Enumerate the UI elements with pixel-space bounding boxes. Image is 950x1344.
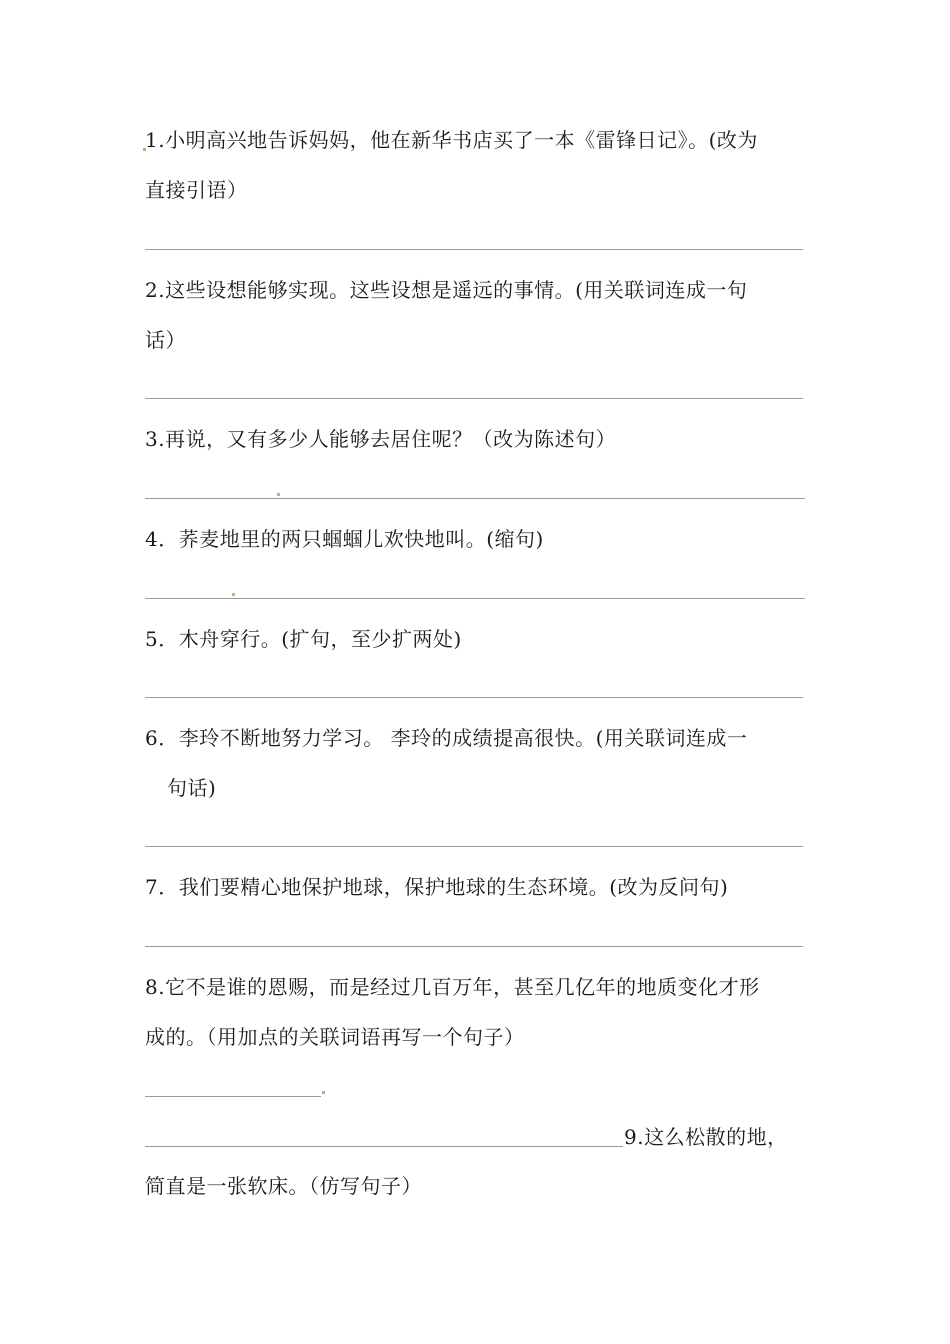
- scan-dot: [277, 493, 280, 496]
- question-2-line-1: 2.这些设想能够实现。这些设想是遥远的事情。(用关联词连成一句: [145, 278, 748, 302]
- answer-line-8[interactable]: [145, 1096, 321, 1097]
- scan-dot: [322, 1091, 325, 1094]
- question-9-line-2: 简直是一张软床。（仿写句子）: [145, 1174, 422, 1198]
- scan-dot: [232, 593, 235, 596]
- answer-line-5[interactable]: [145, 697, 803, 698]
- answer-line-6[interactable]: [145, 846, 803, 847]
- question-3-line-1: 3.再说，又有多少人能够去居住呢？（改为陈述句）: [145, 427, 617, 451]
- answer-line-1[interactable]: [145, 249, 803, 250]
- question-1-line-2: 直接引语）: [145, 178, 248, 202]
- answer-line-8-continued[interactable]: [145, 1146, 623, 1147]
- answer-line-3[interactable]: [145, 498, 805, 499]
- question-1-line-1: 1.小明高兴地告诉妈妈，他在新华书店买了一本《雷锋日记》。(改为: [145, 128, 758, 152]
- question-9-line-1: 9.这么松散的地，: [624, 1125, 788, 1149]
- question-4-line-1: 4．荞麦地里的两只蝈蝈儿欢快地叫。(缩句): [145, 527, 544, 551]
- question-2-line-2: 话）: [145, 328, 186, 352]
- question-6-line-1: 6．李玲不断地努力学习。 李玲的成绩提高很快。(用关联词连成一: [145, 726, 748, 750]
- question-5-line-1: 5．木舟穿行。(扩句，至少扩两处): [145, 627, 462, 651]
- question-7-line-1: 7．我们要精心地保护地球，保护地球的生态环境。(改为反问句): [145, 875, 729, 899]
- question-6-line-2: 句话): [167, 776, 217, 800]
- question-8-line-1: 8.它不是谁的恩赐，而是经过几百万年，甚至几亿年的地质变化才形: [145, 975, 760, 999]
- answer-line-7[interactable]: [145, 946, 803, 947]
- answer-line-2[interactable]: [145, 398, 803, 399]
- question-8-line-2: 成的。（用加点的关联词语再写一个句子）: [145, 1025, 525, 1049]
- answer-line-4[interactable]: [145, 598, 805, 599]
